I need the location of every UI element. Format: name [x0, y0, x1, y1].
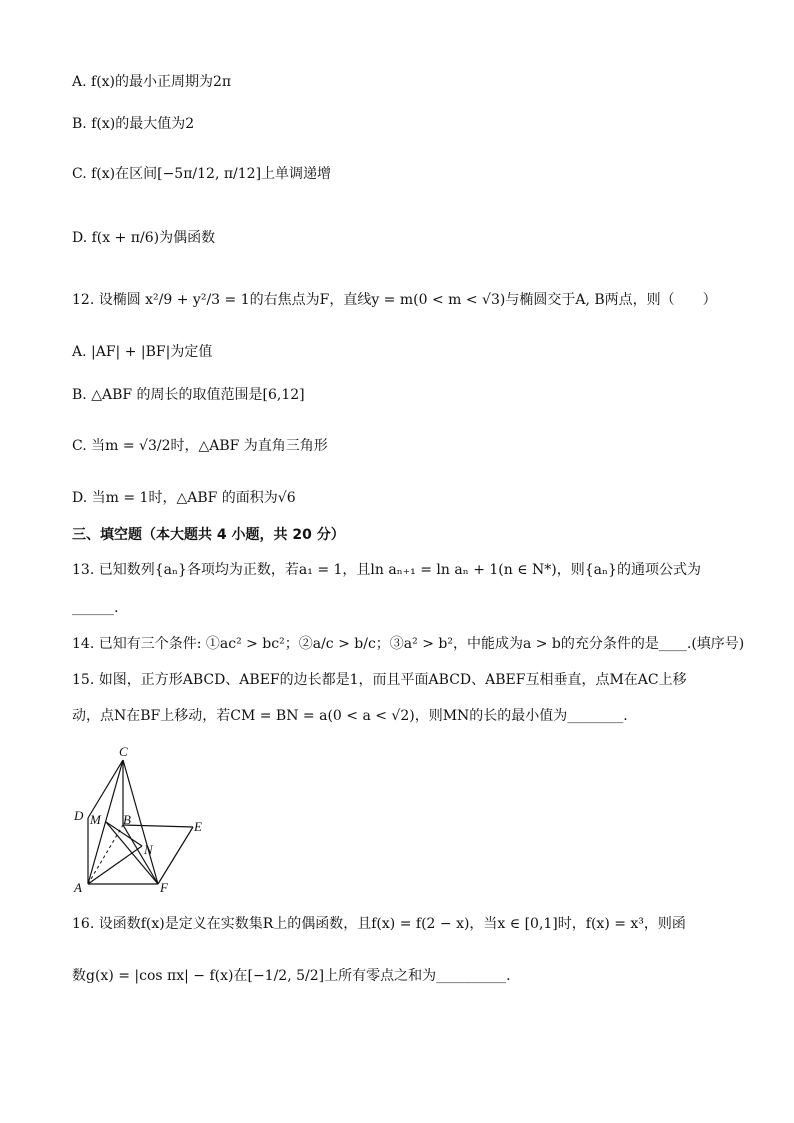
label-m: M	[90, 812, 101, 827]
q13-stem: 13. 已知数列{aₙ}各项均为正数，若a₁ = 1，且ln aₙ₊₁ = ln aₙ + 1(n ∈ N*)，则{aₙ}的通项公式为	[72, 562, 701, 578]
q12-option-b: B. △ABF 的周长的取值范围是[6,12]	[72, 387, 305, 403]
label-d: D	[74, 808, 84, 823]
q11-option-c: C. f(x)在区间[−5π/12, π/12]上单调递增	[72, 166, 332, 182]
label-e: E	[194, 819, 202, 834]
label-f: F	[160, 880, 168, 895]
q11-option-d: D. f(x + π/6)为偶函数	[72, 230, 216, 246]
label-c: C	[119, 744, 128, 759]
q16-line-2: 数g(x) = |cos πx| − f(x)在[−1/2, 5/2]上所有零点之和为__________.	[72, 968, 511, 984]
q13-blank: ______.	[72, 600, 119, 616]
q15-line-2: 动，点N在BF上移动，若CM = BN = a(0 < a < √2)，则MN的长的最小值为________.	[72, 708, 628, 724]
label-a: A	[74, 880, 82, 895]
section-3-heading: 三、填空题（本大题共 4 小题，共 20 分）	[72, 527, 345, 543]
q12-option-c: C. 当m = √3/2时，△ABF 为直角三角形	[72, 438, 328, 454]
q16-line-1: 16. 设函数f(x)是定义在实数集R上的偶函数，且f(x) = f(2 − x)，当x ∈ [0,1]时，f(x) = x³，则函	[72, 916, 686, 932]
q11-option-b: B. f(x)的最大值为2	[72, 116, 195, 132]
q12-option-d: D. 当m = 1时，△ABF 的面积为√6	[72, 490, 296, 506]
q11-option-a: A. f(x)的最小正周期为2π	[72, 74, 232, 90]
geometry-figure	[60, 740, 220, 900]
label-b: B	[123, 812, 131, 827]
q12-stem: 12. 设椭圆 x²/9 + y²/3 = 1的右焦点为F，直线y = m(0 < m < √3)与椭圆交于A, B两点，则（ ）	[72, 292, 717, 308]
q14-stem: 14. 已知有三个条件: ①ac² > bc²；②a/c > b/c；③a² > b²，中能成为a > b的充分条件的是____.(填序号)	[72, 636, 745, 652]
q15-line-1: 15. 如图，正方形ABCD、ABEF的边长都是1，而且平面ABCD、ABEF互相垂直，点M在AC上移	[72, 672, 687, 688]
label-n: N	[144, 842, 153, 857]
q12-option-a: A. |AF| + |BF|为定值	[72, 344, 213, 360]
